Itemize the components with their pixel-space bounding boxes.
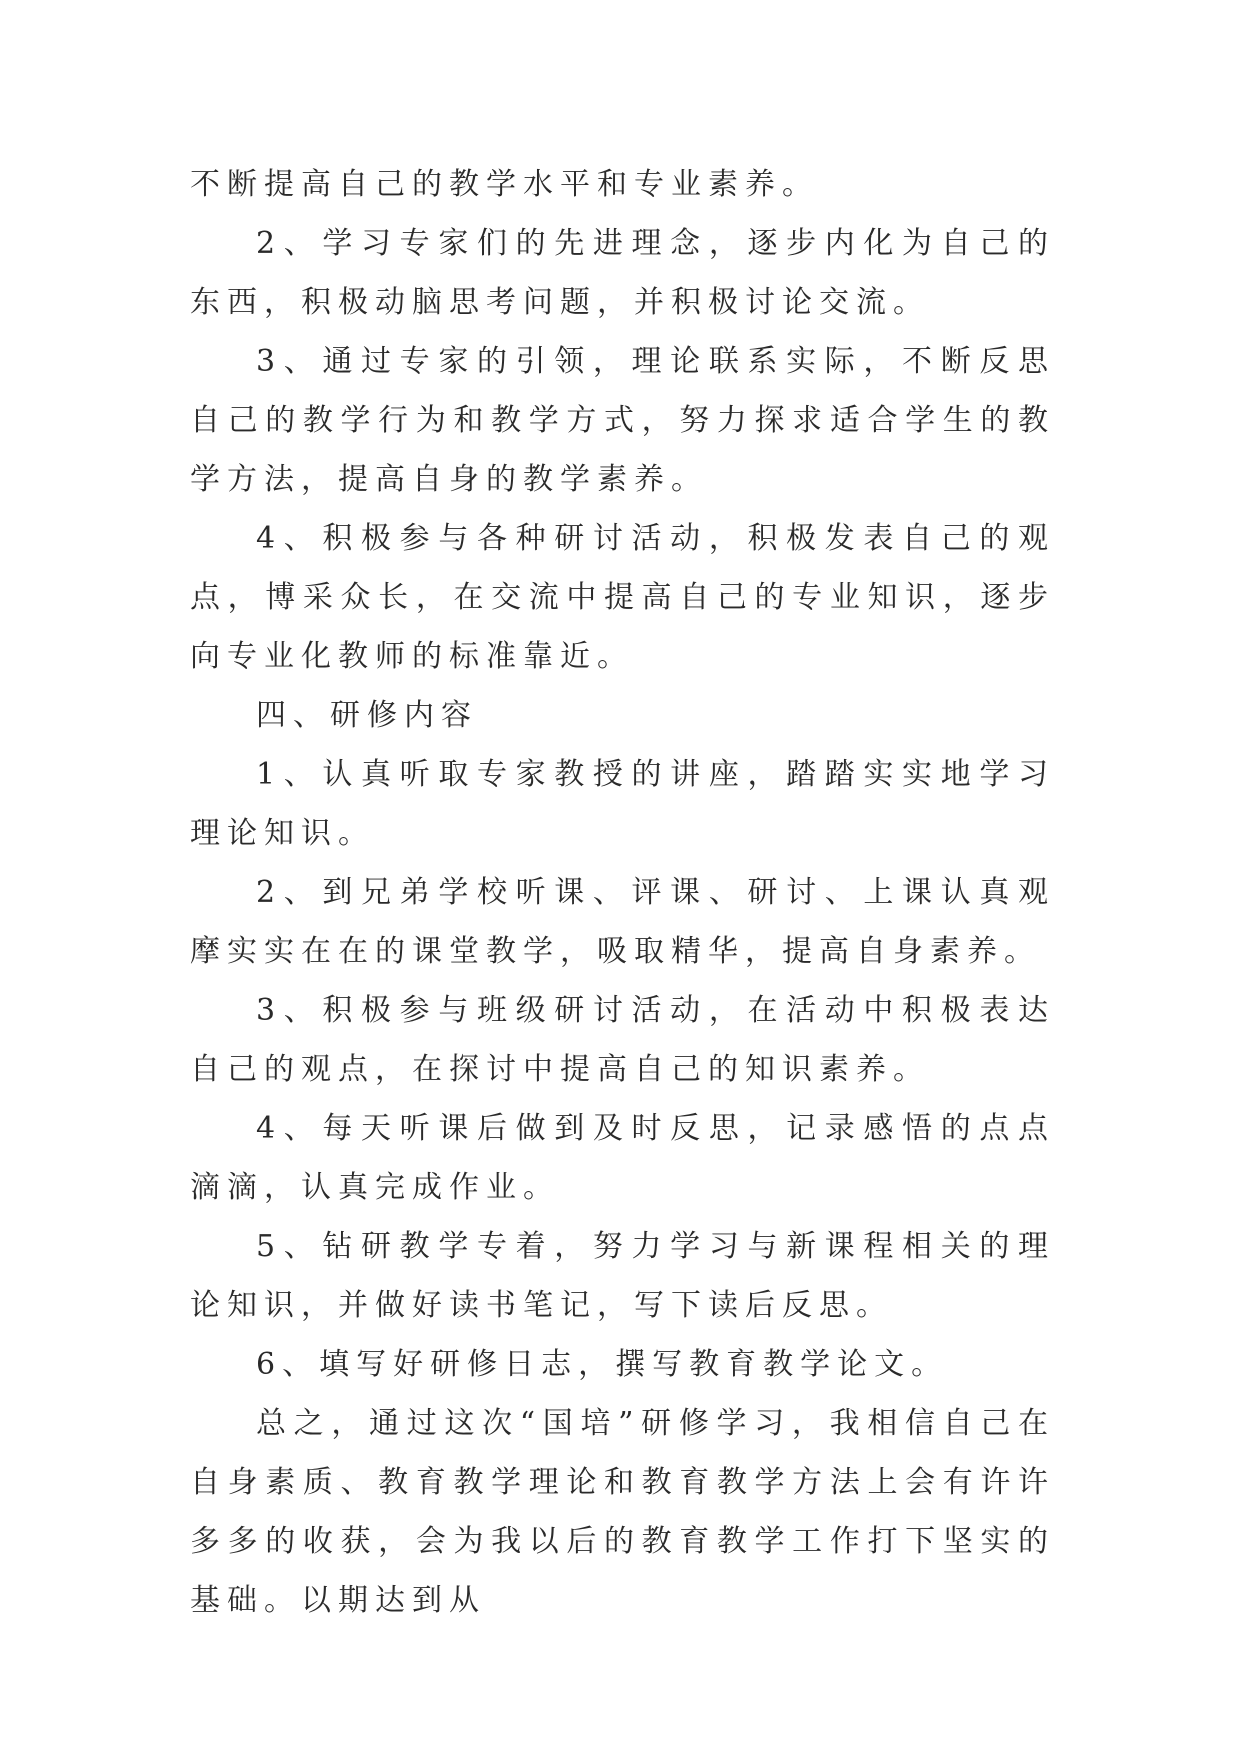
content-item-6: 6、填写好研修日志，撰写教育教学论文。 [256, 1347, 949, 1382]
paragraph-item-3: 3、通过专家的引领，理论联系实际，不断反思自己的教学行为和教学方式，努力探求适合学生的教学方法，提高自身的教学素养。 [190, 344, 1055, 497]
content-item-2: 2、到兄弟学校听课、评课、研讨、上课认真观摩实实在在的课堂教学，吸取精华，提高自身素养。 [190, 875, 1055, 969]
document-body [190, 155, 1055, 1630]
paragraph-item-2: 2、学习专家们的先进理念，逐步内化为自己的东西，积极动脑思考问题，并积极讨论交流。 [190, 226, 1055, 320]
content-item-3: 3、积极参与班级研讨活动，在活动中积极表达自己的观点，在探讨中提高自己的知识素养。 [190, 993, 1055, 1087]
paragraph-item-4: 4、积极参与各种研讨活动，积极发表自己的观点，博采众长，在交流中提高自己的专业知识，逐步向专业化教师的标准靠近。 [190, 521, 1055, 674]
content-item-1: 1、认真听取专家教授的讲座，踏踏实实地学习理论知识。 [190, 757, 1055, 851]
paragraph-continuation: 不断提高自己的教学水平和专业素养。 [190, 167, 819, 202]
content-item-4: 4、每天听课后做到及时反思，记录感悟的点点滴滴，认真完成作业。 [190, 1111, 1055, 1205]
summary-paragraph: 总之，通过这次“国培”研修学习，我相信自己在自身素质、教育教学理论和教育教学方法上会有许许多多的收获，会为我以后的教育教学工作打下坚实的基础。以期达到从 [190, 1406, 1055, 1618]
section-heading-content: 四、研修内容 [256, 698, 478, 733]
content-item-5: 5、钻研教学专着，努力学习与新课程相关的理论知识，并做好读书笔记，写下读后反思。 [190, 1229, 1055, 1323]
